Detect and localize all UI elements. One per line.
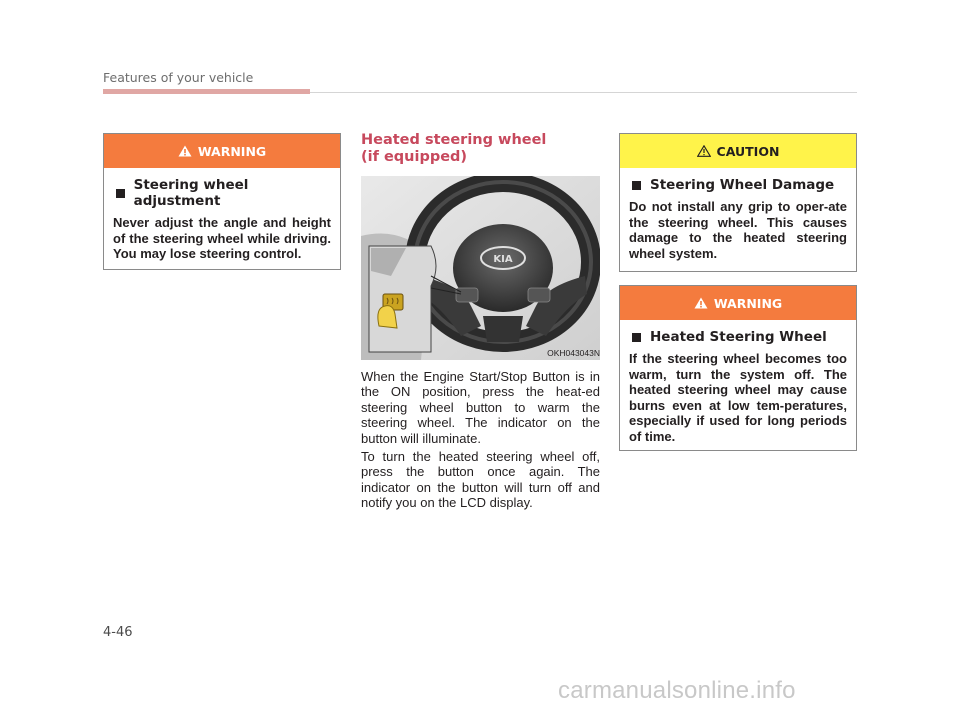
caution-heading-text: Steering Wheel Damage xyxy=(650,177,835,193)
page-number: 4-46 xyxy=(103,625,133,640)
warning-heading xyxy=(620,320,856,345)
warning-heading-text: Steering wheel adjustment xyxy=(133,177,249,209)
warning-triangle-icon xyxy=(178,145,192,157)
steering-wheel-figure xyxy=(361,176,600,360)
caution-triangle-icon xyxy=(697,145,711,157)
caution-heading xyxy=(620,168,856,193)
section-title-line2: (if equipped) xyxy=(361,149,468,165)
warning-heading-text: Heated Steering Wheel xyxy=(650,329,827,345)
watermark: carmanualsonline.info xyxy=(558,677,796,704)
section-title xyxy=(361,132,601,166)
warning-box-header xyxy=(620,286,856,320)
caution-box-steering-damage xyxy=(619,133,857,272)
square-bullet-icon xyxy=(632,181,641,190)
header-accent-bar xyxy=(103,89,310,94)
caution-label: CAUTION xyxy=(716,143,780,159)
warning-body-text: If the steering wheel becomes too warm, turn the system off. The heated steering wheel may cause burns even at low tem-peratures, especially if used for long periods of time. xyxy=(629,351,847,444)
warning-box-heated-wheel xyxy=(619,285,857,451)
section-title-line1: Heated steering wheel xyxy=(361,132,547,148)
warning-triangle-icon xyxy=(694,297,708,309)
figure-logo-text: KIA xyxy=(493,254,513,265)
body-paragraph-1: When the Engine Start/Stop Button is in the ON position, press the heat-ed steering wheel button to warm the steering wheel. The indicator on the button will illuminate. xyxy=(361,369,600,446)
figure-code: OKH043043N xyxy=(547,348,600,358)
warning-label: WARNING xyxy=(197,143,267,159)
warning-box-header xyxy=(104,134,340,168)
square-bullet-icon xyxy=(632,333,641,342)
warning-heading xyxy=(104,168,340,209)
steering-wheel-illustration xyxy=(361,176,600,360)
square-bullet-icon xyxy=(116,189,125,198)
header-title: Features of your vehicle xyxy=(103,70,254,85)
body-paragraph-2: To turn the heated steering wheel off, press the button once again. The indicator on the button will turn off and notify you on the LCD display. xyxy=(361,449,600,511)
warning-box-steering-adjustment xyxy=(103,133,341,270)
warning-body-text: Never adjust the angle and height of the steering wheel while driving. You may lose steering control. xyxy=(113,215,331,261)
caution-box-header xyxy=(620,134,856,168)
caution-body-text: Do not install any grip to oper-ate the steering wheel. This causes damage to the heated steering wheel system. xyxy=(629,199,847,261)
warning-label: WARNING xyxy=(713,295,783,311)
header-rule xyxy=(310,92,857,93)
